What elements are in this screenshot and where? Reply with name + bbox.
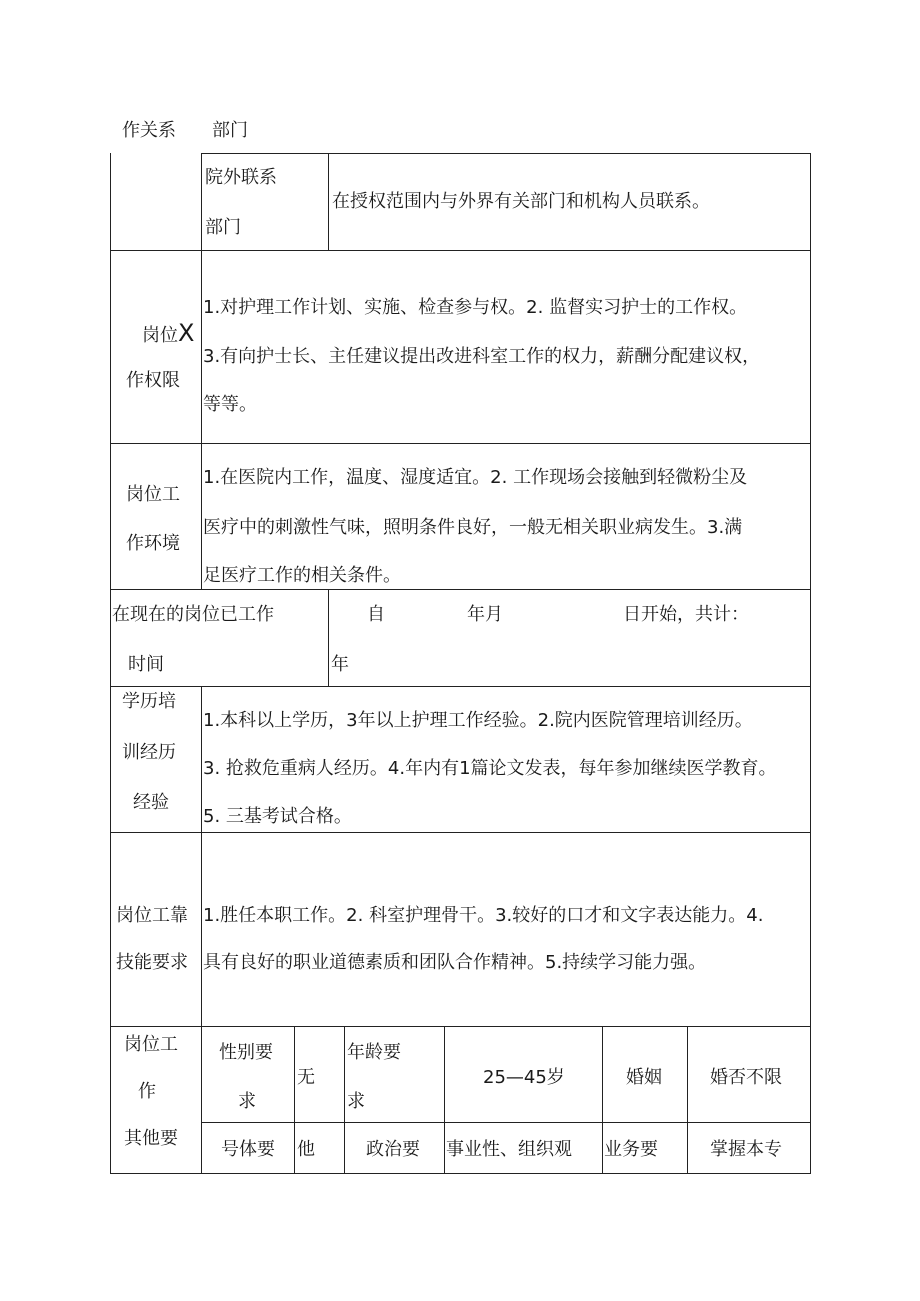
authority-label-mark: X bbox=[178, 319, 195, 347]
tenure-years: 年 bbox=[331, 654, 349, 675]
tenure-day-start: 日开始，共计： bbox=[623, 604, 749, 625]
skills-label-1: 岗位工靠 bbox=[116, 905, 188, 926]
authority-label-2: 作权限 bbox=[126, 370, 180, 391]
skills-line-1: 1.胜任本职工作。2. 科室护理骨干。3.较好的口才和文字表达能力。4. bbox=[203, 905, 764, 926]
grid-line bbox=[602, 1026, 603, 1174]
grid-line bbox=[110, 443, 811, 444]
other-label-1: 岗位工 bbox=[124, 1034, 178, 1055]
tenure-label-1: 在现在的岗位已工作 bbox=[112, 604, 274, 625]
gender-label-2: 求 bbox=[238, 1091, 256, 1112]
education-label-1: 学历培 bbox=[122, 691, 176, 712]
environment-label-1: 岗位工 bbox=[126, 484, 180, 505]
education-line-2: 3. 抢救危重病人经历。4.年内有1篇论文发表，每年参加继续医学教育。 bbox=[203, 758, 777, 779]
marriage-value: 婚否不限 bbox=[710, 1067, 782, 1088]
education-line-3: 5. 三基考试合格。 bbox=[203, 806, 352, 827]
external-contact-content: 在授权范围内与外界有关部门和机构人员联系。 bbox=[332, 191, 710, 212]
top-fragment-col2: 部门 bbox=[212, 120, 248, 141]
grid-line bbox=[294, 1026, 295, 1174]
education-label-3: 经验 bbox=[133, 792, 169, 813]
gender-value: 无 bbox=[297, 1067, 315, 1088]
education-line-1: 1.本科以上学历，3年以上护理工作经验。2.院内医院管理培训经历。 bbox=[203, 710, 753, 731]
gender-label-1: 性别要 bbox=[219, 1042, 273, 1063]
tenure-label-2: 时间 bbox=[128, 654, 164, 675]
environment-line-2: 医疗中的刺激性气味，照明条件良好，一般无相关职业病发生。3.满 bbox=[203, 517, 743, 538]
grid-line bbox=[110, 686, 811, 687]
grid-line bbox=[810, 153, 811, 1174]
grid-line bbox=[110, 589, 811, 590]
marriage-label: 婚姻 bbox=[626, 1067, 662, 1088]
authority-line-3: 等等。 bbox=[203, 394, 257, 415]
grid-line bbox=[201, 686, 202, 1174]
grid-line bbox=[110, 1026, 811, 1027]
authority-line-2: 3.有向护士长、主任建议提出改进科室工作的权力，薪酬分配建议权， bbox=[203, 346, 761, 367]
age-label-2: 求 bbox=[347, 1091, 365, 1112]
tenure-year-month: 年月 bbox=[467, 604, 503, 625]
environment-line-3: 足医疗工作的相关条件。 bbox=[203, 565, 401, 586]
grid-line bbox=[328, 589, 329, 686]
environment-line-1: 1.在医院内工作，温度、湿度适宜。2. 工作现场会接触到轻微粉尘及 bbox=[203, 467, 748, 488]
row2-col3: 政治要 bbox=[366, 1139, 420, 1160]
age-value: 25—45岁 bbox=[483, 1067, 565, 1088]
grid-line bbox=[344, 1026, 345, 1174]
row2-col6: 掌握本专 bbox=[710, 1139, 782, 1160]
row2-col4: 事业性、组织观 bbox=[446, 1139, 572, 1160]
grid-line bbox=[687, 1026, 688, 1174]
skills-label-2: 技能要求 bbox=[116, 952, 188, 973]
grid-line bbox=[201, 153, 202, 589]
age-label-1: 年龄要 bbox=[347, 1042, 401, 1063]
skills-line-2: 具有良好的职业道德素质和团队合作精神。5.持续学习能力强。 bbox=[203, 952, 707, 973]
row2-col5: 业务要 bbox=[604, 1139, 658, 1160]
grid-line bbox=[110, 153, 111, 1174]
education-label-2: 训经历 bbox=[122, 742, 176, 763]
authority-label-1: 岗位X bbox=[142, 319, 195, 347]
grid-line bbox=[201, 153, 811, 154]
external-contact-label-1: 院外联系 bbox=[205, 167, 277, 188]
grid-line bbox=[110, 1173, 811, 1174]
row2-col1: 号体要 bbox=[221, 1139, 275, 1160]
other-label-2: 作 bbox=[138, 1081, 156, 1102]
grid-line bbox=[444, 1026, 445, 1174]
external-contact-label-2: 部门 bbox=[205, 217, 241, 238]
row2-col2: 他 bbox=[297, 1139, 315, 1160]
grid-line bbox=[110, 250, 811, 251]
authority-line-1: 1.对护理工作计划、实施、检查参与权。2. 监督实习护士的工作权。 bbox=[203, 297, 748, 318]
grid-line bbox=[201, 1122, 811, 1123]
grid-line bbox=[328, 153, 329, 250]
grid-line bbox=[110, 832, 811, 833]
tenure-from: 自 bbox=[367, 604, 385, 625]
top-fragment-col1: 作关系 bbox=[122, 120, 176, 141]
environment-label-2: 作环境 bbox=[126, 533, 180, 554]
other-label-3: 其他要 bbox=[124, 1128, 178, 1149]
